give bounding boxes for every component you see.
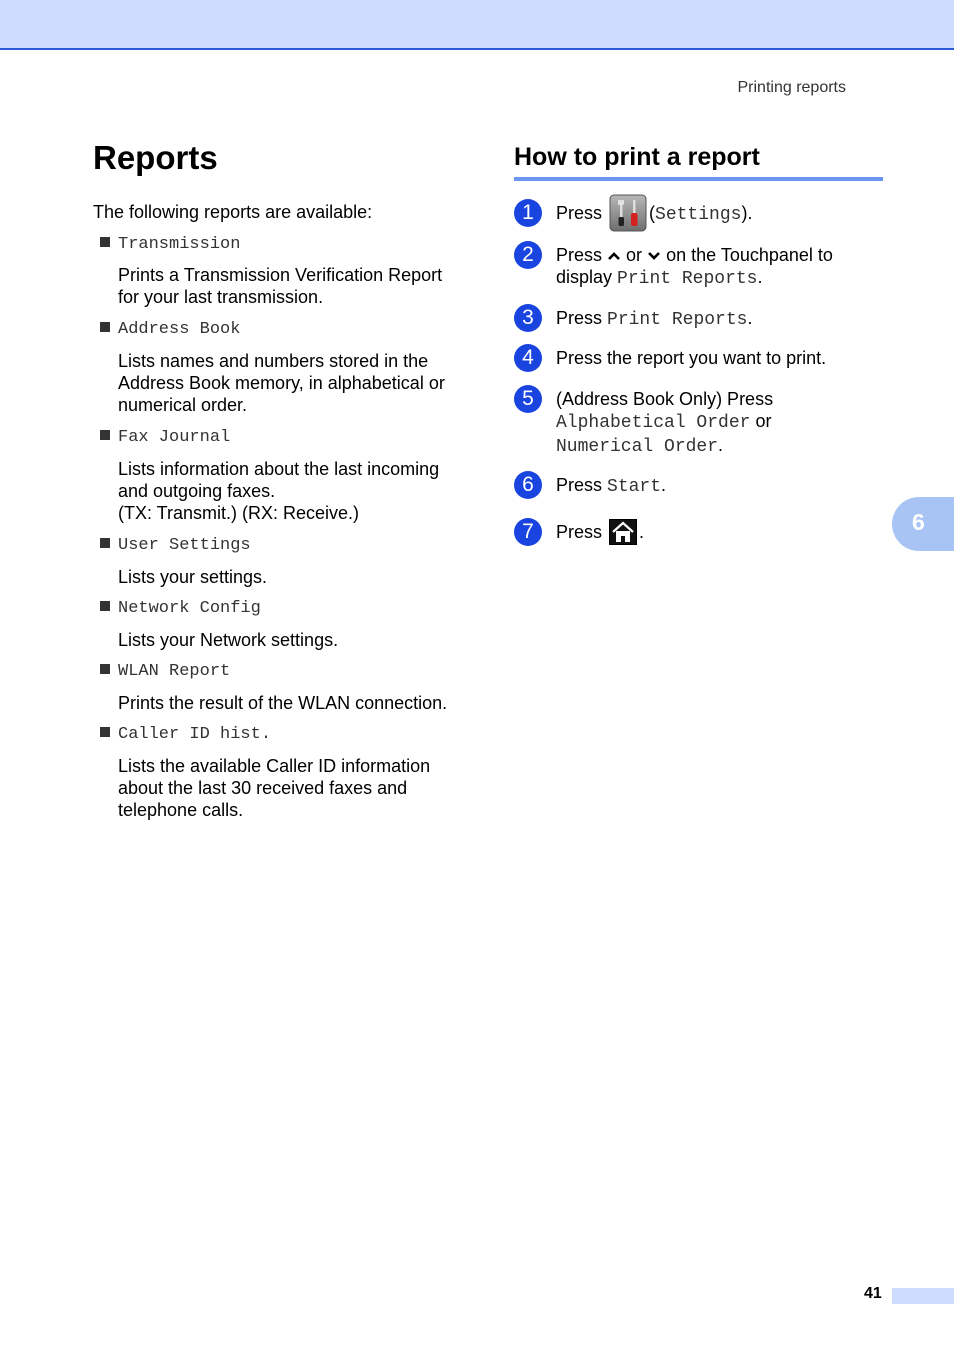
bullet-square-icon <box>100 237 110 247</box>
report-desc-network-config: Lists your Network settings. <box>118 630 339 650</box>
top-band <box>0 0 954 50</box>
intro-text: The following reports are available: <box>93 202 373 222</box>
section-title: How to print a report <box>514 143 760 171</box>
footer-band <box>892 1288 954 1304</box>
page-title: Reports <box>93 139 218 176</box>
bullet-square-icon <box>100 322 110 332</box>
report-desc-address-book: Lists names and numbers stored in the Address Book memory, in alphabetical or numerical order. <box>118 351 445 415</box>
step-text: Press the report you want to print. <box>556 348 827 368</box>
running-header: Printing reports <box>737 79 846 96</box>
step-text: Press or on the Touchpanel to display Print Reports. <box>556 245 833 289</box>
step-text: Press (Settings). <box>556 202 886 226</box>
report-item-transmission: Transmission <box>100 235 240 254</box>
chapter-tab: 6 <box>892 497 954 551</box>
report-item-network-config: Network Config <box>100 599 261 618</box>
report-item-fax-journal: Fax Journal <box>100 428 230 447</box>
step-text: Press . <box>556 521 886 543</box>
bullet-square-icon <box>100 538 110 548</box>
step-number: 7 <box>514 518 542 546</box>
bullet-square-icon <box>100 727 110 737</box>
chevron-up-icon <box>607 245 621 265</box>
chevron-down-icon <box>647 245 661 265</box>
report-item-address-book: Address Book <box>100 320 240 339</box>
step-number: 2 <box>514 241 542 269</box>
bullet-square-icon <box>100 601 110 611</box>
step-text: Press Start. <box>556 475 667 497</box>
report-desc-user-settings: Lists your settings. <box>118 567 268 587</box>
bullet-square-icon <box>100 664 110 674</box>
report-desc-transmission: Prints a Transmission Verification Report for your last transmission. <box>118 265 443 307</box>
step-text: (Address Book Only) Press Alphabetical Order or Numerical Order. <box>556 389 774 457</box>
report-desc-caller-id-hist: Lists the available Caller ID information about the last 30 received faxes and telephone calls. <box>118 756 431 820</box>
step-number: 3 <box>514 304 542 332</box>
bullet-square-icon <box>100 430 110 440</box>
step-number: 6 <box>514 471 542 499</box>
report-item-wlan-report: WLAN Report <box>100 662 230 681</box>
report-desc-fax-journal: Lists information about the last incoming and outgoing faxes. (TX: Transmit.) (RX: Receive.) <box>118 459 440 523</box>
report-item-user-settings: User Settings <box>100 536 251 555</box>
settings-tools-icon <box>609 194 647 232</box>
step-text: Press Print Reports. <box>556 308 753 330</box>
step-number: 4 <box>514 344 542 372</box>
section-rule <box>514 177 883 181</box>
report-item-caller-id-hist: Caller ID hist. <box>100 725 271 744</box>
step-number: 1 <box>514 199 542 227</box>
step-number: 5 <box>514 385 542 413</box>
report-desc-wlan-report: Prints the result of the WLAN connection. <box>118 693 448 713</box>
home-icon <box>609 519 637 545</box>
page-number: 41 <box>864 1285 882 1302</box>
